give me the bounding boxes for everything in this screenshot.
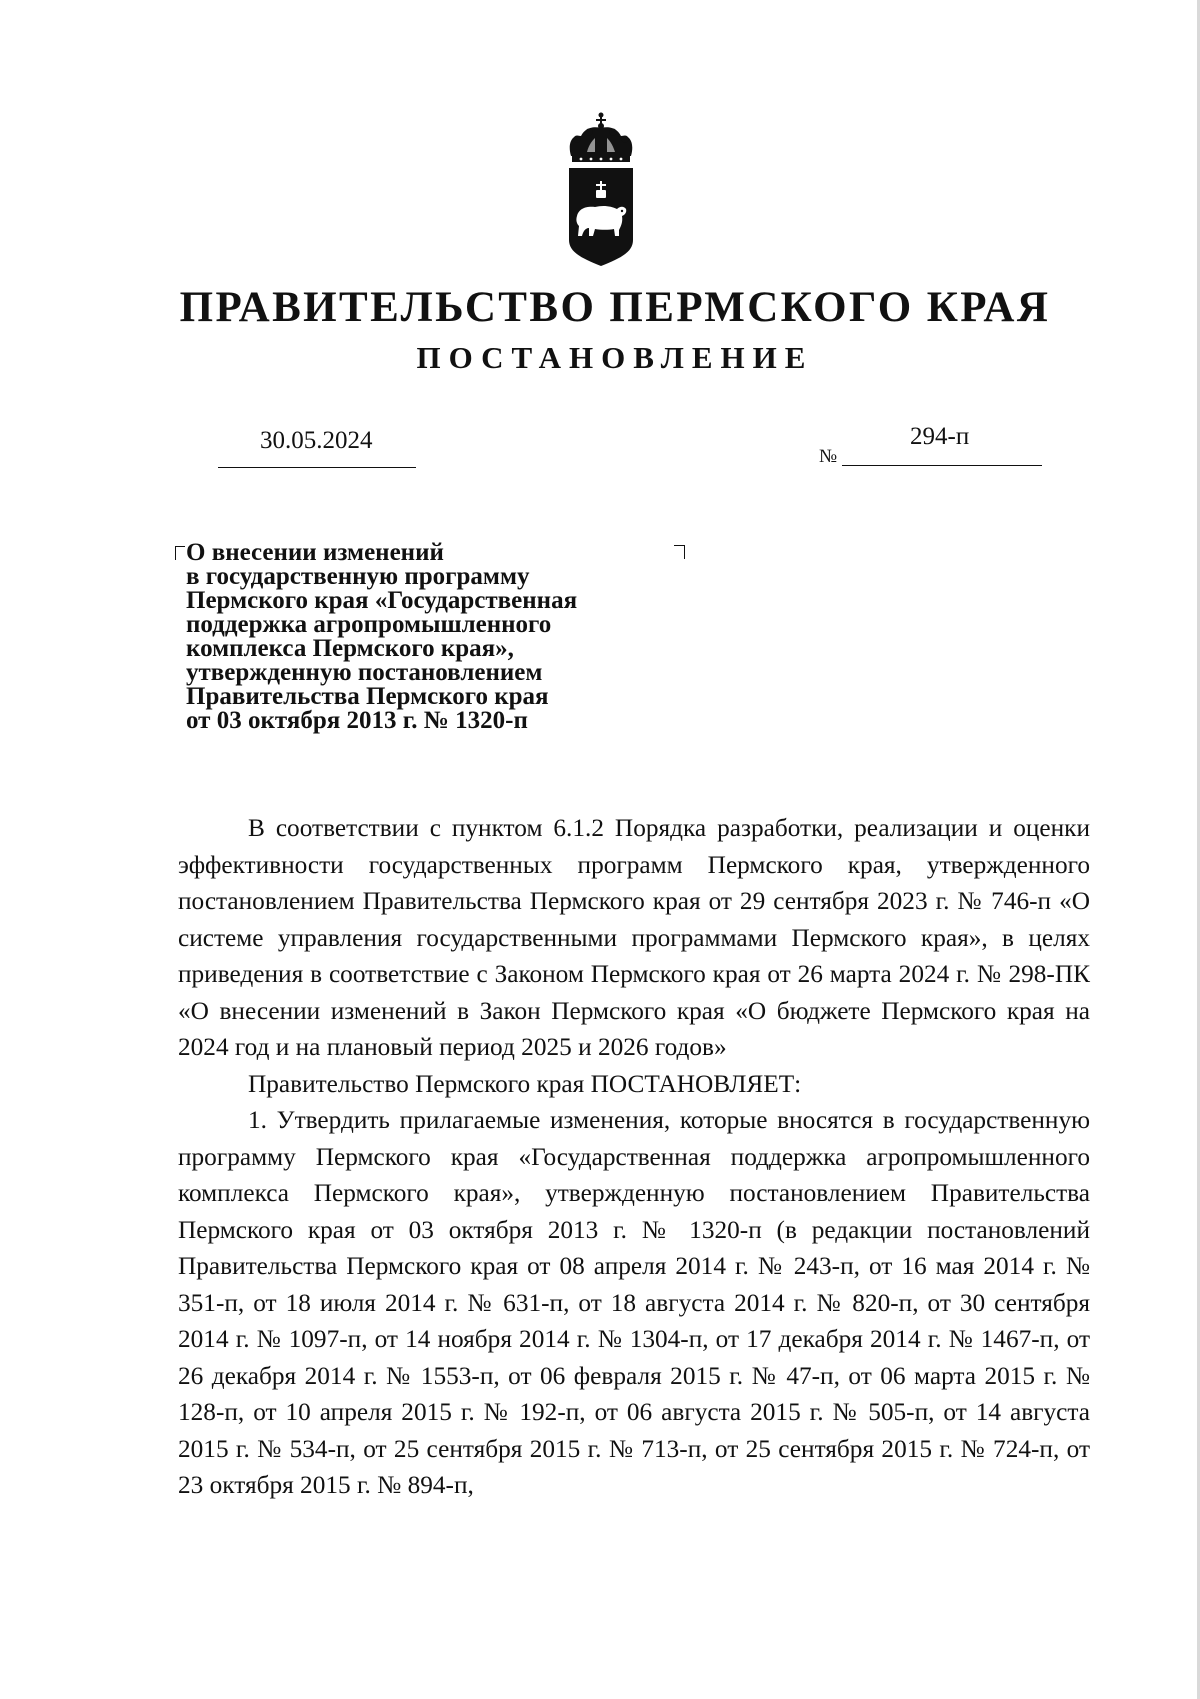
- document-type-title: ПОСТАНОВЛЕНИЕ: [416, 340, 814, 375]
- date-field: [218, 427, 416, 468]
- item-1-paragraph: 1. Утвердить прилагаемые изменения, которые вносятся в государственную программу Пермского края «Государственная поддержка агропромышленного комплекса Пермского края», утвержденную постановлением Правительства Пермского края от 03 октября 2013 г. № 1320-п (в редакции постановлений Правительства Пермского края от 08 апреля 2014 г. № 243-п, от 16 мая 2014 г. № 351-п, от 18 июля 2014 г. № 631-п, от 18 августа 2014 г. № 820-п, от 30 сентября 2014 г. № 1097-п, от 14 ноября 2014 г. № 1304-п, от 17 декабря 2014 г. № 1467-п, от 26 декабря 2014 г. № 1553-п, от 06 февраля 2015 г. № 47-п, от 06 марта 2015 г. № 128-п, от 10 апреля 2015 г. № 192-п, от 06 августа 2015 г. № 505-п, от 14 августа 2015 г. № 534-п, от 25 сентября 2015 г. № 713-п, от 25 сентября 2015 г. № 724-п, от 23 октября 2015 г. № 894-п,: [178, 1106, 1090, 1499]
- subject-line: в государственную программу: [186, 563, 530, 590]
- document-date: 30.05.2024: [260, 427, 373, 454]
- decree-statement: Правительство Пермского края ПОСТАНОВЛЯЕТ:: [248, 1069, 802, 1098]
- subject-line: утвержденную постановлением: [186, 659, 543, 686]
- subject-line: поддержка агропромышленного: [186, 611, 552, 638]
- subject-line: О внесении изменений: [186, 539, 444, 566]
- subject-line: от 03 октября 2013 г. № 1320-п: [186, 707, 528, 734]
- document-number: 294-п: [910, 423, 970, 450]
- preamble-paragraph: В соответствии с пунктом 6.1.2 Порядка разработки, реализации и оценки эффективности государственных программ Пермского края, утвержденного постановлением Правительства Пермского края от 29 сентября 2023 г. № 746-п «О системе управления государственными программами Пермского края», в целях приведения в соответствие с Законом Пермского края от 26 марта 2024 г. № 298-ПК «О внесении изменений в Закон Пермского края «О бюджете Пермского края на 2024 год и на плановый период 2025 и 2026 годов»: [178, 814, 1090, 1061]
- coat-of-arms-emblem: [565, 112, 637, 268]
- document-subject: [186, 541, 706, 733]
- number-field: [842, 423, 1042, 466]
- document-body: [178, 810, 1090, 1504]
- number-sign: №: [819, 446, 838, 467]
- subject-line: Пермского края «Государственная: [186, 587, 578, 614]
- subject-line: Правительства Пермского края: [186, 683, 549, 710]
- subject-corner-mark-left: [175, 546, 185, 560]
- subject-line: комплекса Пермского края»,: [186, 635, 514, 662]
- government-title: ПРАВИТЕЛЬСТВО ПЕРМСКОГО КРАЯ: [179, 284, 1051, 331]
